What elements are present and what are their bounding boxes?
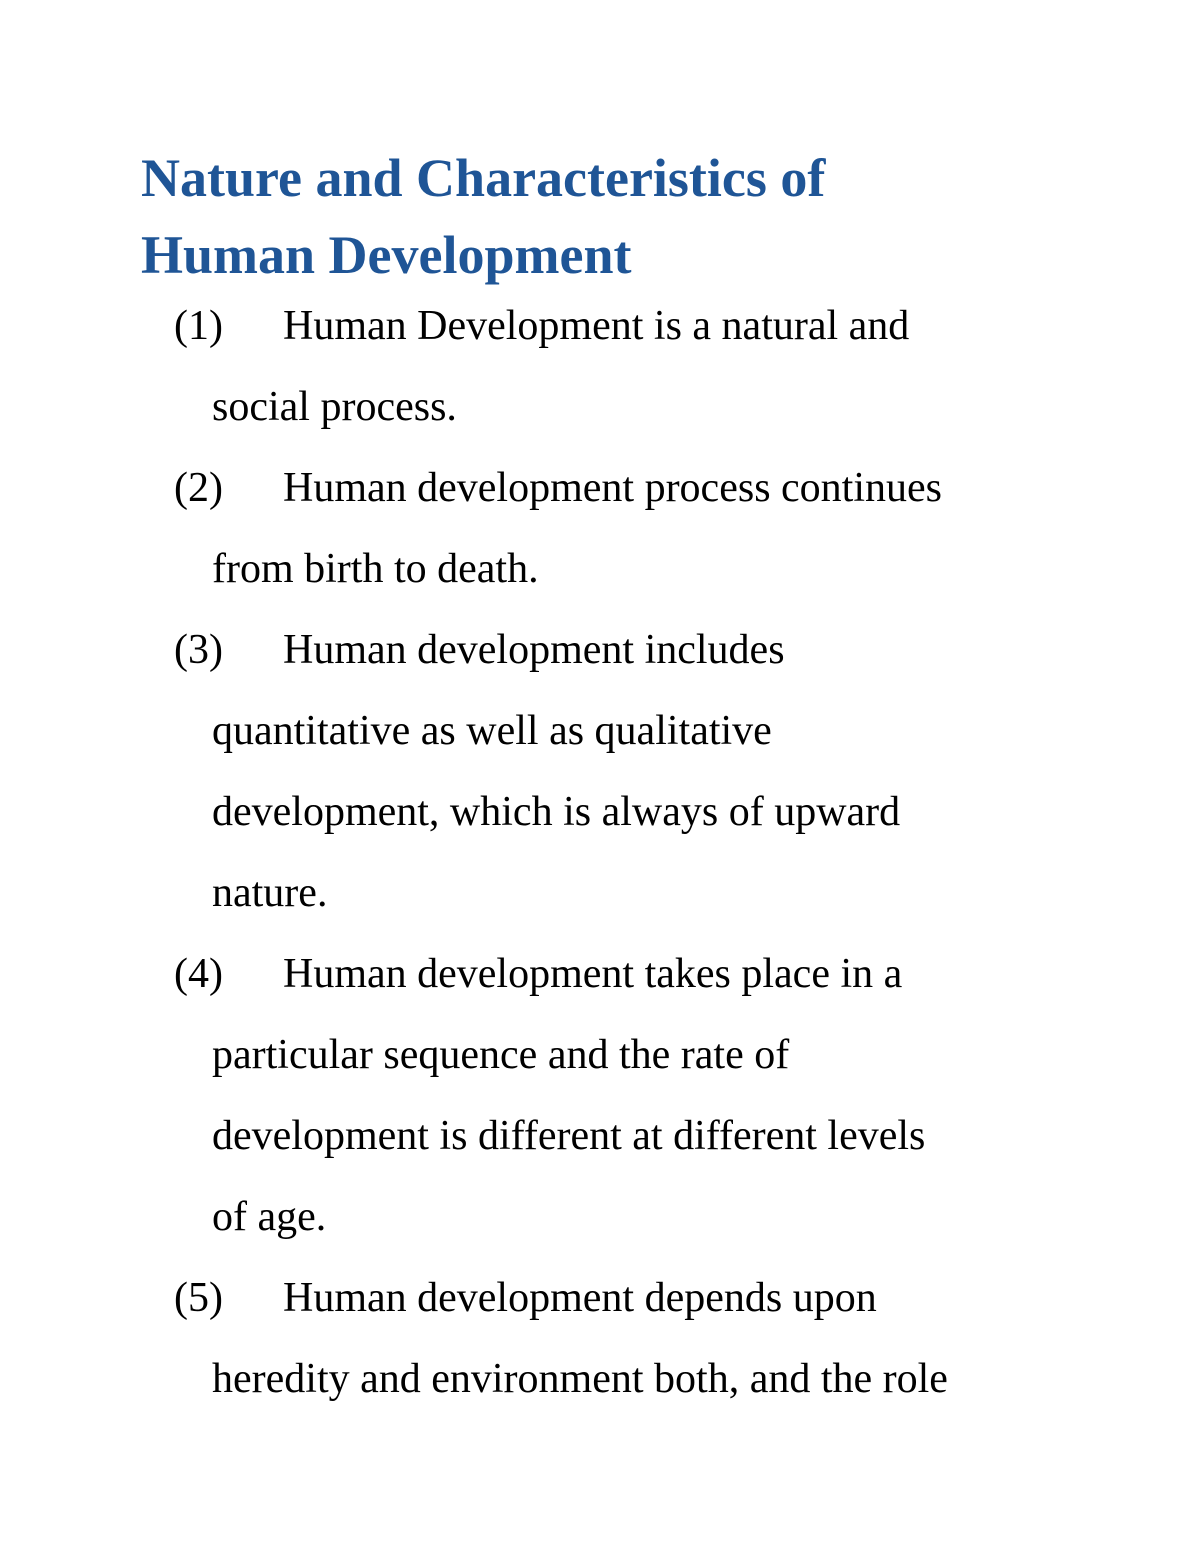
item-1-number: (1) [174,303,223,349]
item-1-line-1: Human Development is a natural and [283,303,910,349]
item-5-number: (5) [174,1275,223,1321]
item-4-line-4: of age. [212,1194,327,1240]
item-4-line-3: development is different at different levels [212,1113,926,1159]
item-2-number: (2) [174,465,223,511]
item-3-line-1: Human development includes [283,627,785,673]
item-3-number: (3) [174,627,223,673]
item-2-line-2: from birth to death. [212,546,539,592]
item-4-line-2: particular sequence and the rate of [212,1032,790,1078]
item-3-line-4: nature. [212,870,328,916]
item-1-line-2: social process. [212,384,457,430]
page-title-line-2: Human Development [141,225,632,285]
item-2-line-1: Human development process continues [283,465,942,511]
page-title-line-1: Nature and Characteristics of [141,148,826,208]
item-3-line-3: development, which is always of upward [212,789,901,835]
item-5-line-2: heredity and environment both, and the role [212,1356,948,1402]
item-5-line-1: Human development depends upon [283,1275,877,1321]
item-4-number: (4) [174,951,223,997]
item-4-line-1: Human development takes place in a [283,951,903,997]
item-3-line-2: quantitative as well as qualitative [212,708,772,754]
